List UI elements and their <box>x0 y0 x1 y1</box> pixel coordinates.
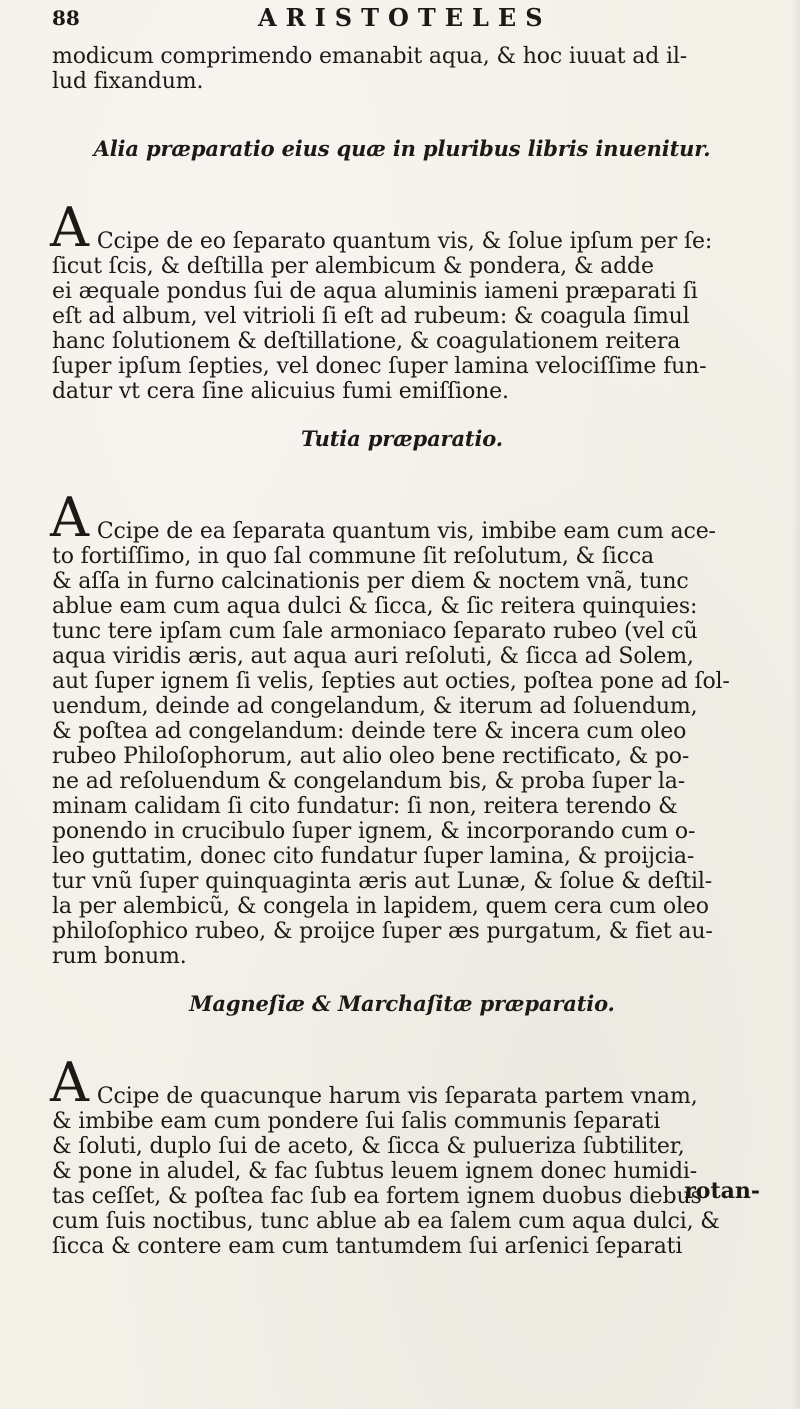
section-magnesia-praeparatio <box>52 991 752 1259</box>
section-body <box>52 1034 752 1259</box>
section-body <box>52 179 752 404</box>
section-alia-praeparatio <box>52 136 752 404</box>
catchword: rotan- <box>684 1178 760 1204</box>
running-title: ARISTOTELES <box>258 3 552 32</box>
section-text: Ccipe de quacunque harum vis ſeparata partem vnam, & imbibe eam cum pondere ſui ſalis communis ſeparati & ſoluti, duplo ſui de aceto, & ſicca & pulueriza ſubtiliter, & pone in aludel, & fac ſubtus leuem ignem donec humidi- tas ceſſet, & poſtea fac ſub ea fortem ignem duobus diebus cum ſuis noctibus, tunc ablue ab ea ſalem cum aqua dulci, & ſicca & contere eam cum tantumdem ſui arſenici ſeparati <box>52 1084 720 1259</box>
drop-cap-initial: A <box>50 486 89 549</box>
section-body <box>52 469 752 969</box>
drop-cap-initial: A <box>50 196 89 259</box>
running-head <box>52 2 740 34</box>
page-edge-shadow <box>792 0 800 1409</box>
section-tutia-praeparatio <box>52 426 752 969</box>
page-number: 88 <box>52 6 80 30</box>
section-text: Ccipe de eo ſeparato quantum vis, & ſolue ipſum per ſe: ſicut ſcis, & deſtilla per alembicum & pondera, & adde ei æquale pondus ſui de aqua aluminis iameni præparati ſi eſt ad album, vel vitrioli ſi eſt ad rubeum: & coagula ſimul hanc ſolutionem & deſtillatione, & coagulationem reitera ſuper ipſum ſepties, vel donec ſuper lamina velociſſime fun- datur vt cera ſine alicuius fumi emiſſione. <box>52 229 713 404</box>
page-content <box>52 44 752 1281</box>
section-heading: Tutia præparatio. <box>301 426 503 451</box>
section-heading: Magneſiæ & Marchaſitæ præparatio. <box>189 991 615 1016</box>
section-heading: Alia præparatio eius quæ in pluribus libris inuenitur. <box>93 136 711 161</box>
drop-cap-initial: A <box>50 1051 89 1114</box>
opening-paragraph: modicum comprimendo emanabit aqua, & hoc iuuat ad il- lud fixandum. <box>52 44 688 94</box>
section-text: Ccipe de ea ſeparata quantum vis, imbibe eam cum ace- to fortiſſimo, in quo ſal commune ſit reſolutum, & ſicca & aſſa in furno calcinationis per diem & noctem vnã, tunc ablue eam cum aqua dulci & ſicca, & ſic reitera quinquies: tunc tere ipſam cum ſale armoniaco ſeparato rubeo (vel cũ aqua viridis æris, aut aqua auri reſoluti, & ſicca ad Solem, aut ſuper ignem ſi velis, ſepties aut octies, poſtea pone ad ſol- uendum, deinde ad congelandum, & iterum ad ſoluendum, & poſtea ad congelandum: deinde tere & incera cum oleo rubeo Philoſophorum, aut alio oleo bene rectificato, & po- ne ad reſoluendum & congelandum bis, & proba ſuper la- minam calidam ſi cito fundatur: ſi non, reitera terendo & ponendo in crucibulo ſuper ignem, & incorporando cum o- leo guttatim, donec cito fundatur ſuper lamina, & proijcia- tur vnũ ſuper quinquaginta æris aut Lunæ, & ſolue & deſtil- la per alembicũ, & congela in lapidem, quem cera cum oleo philoſophico rubeo, & proijce ſuper æs purgatum, & fiet au- rum bonum. <box>52 519 730 969</box>
